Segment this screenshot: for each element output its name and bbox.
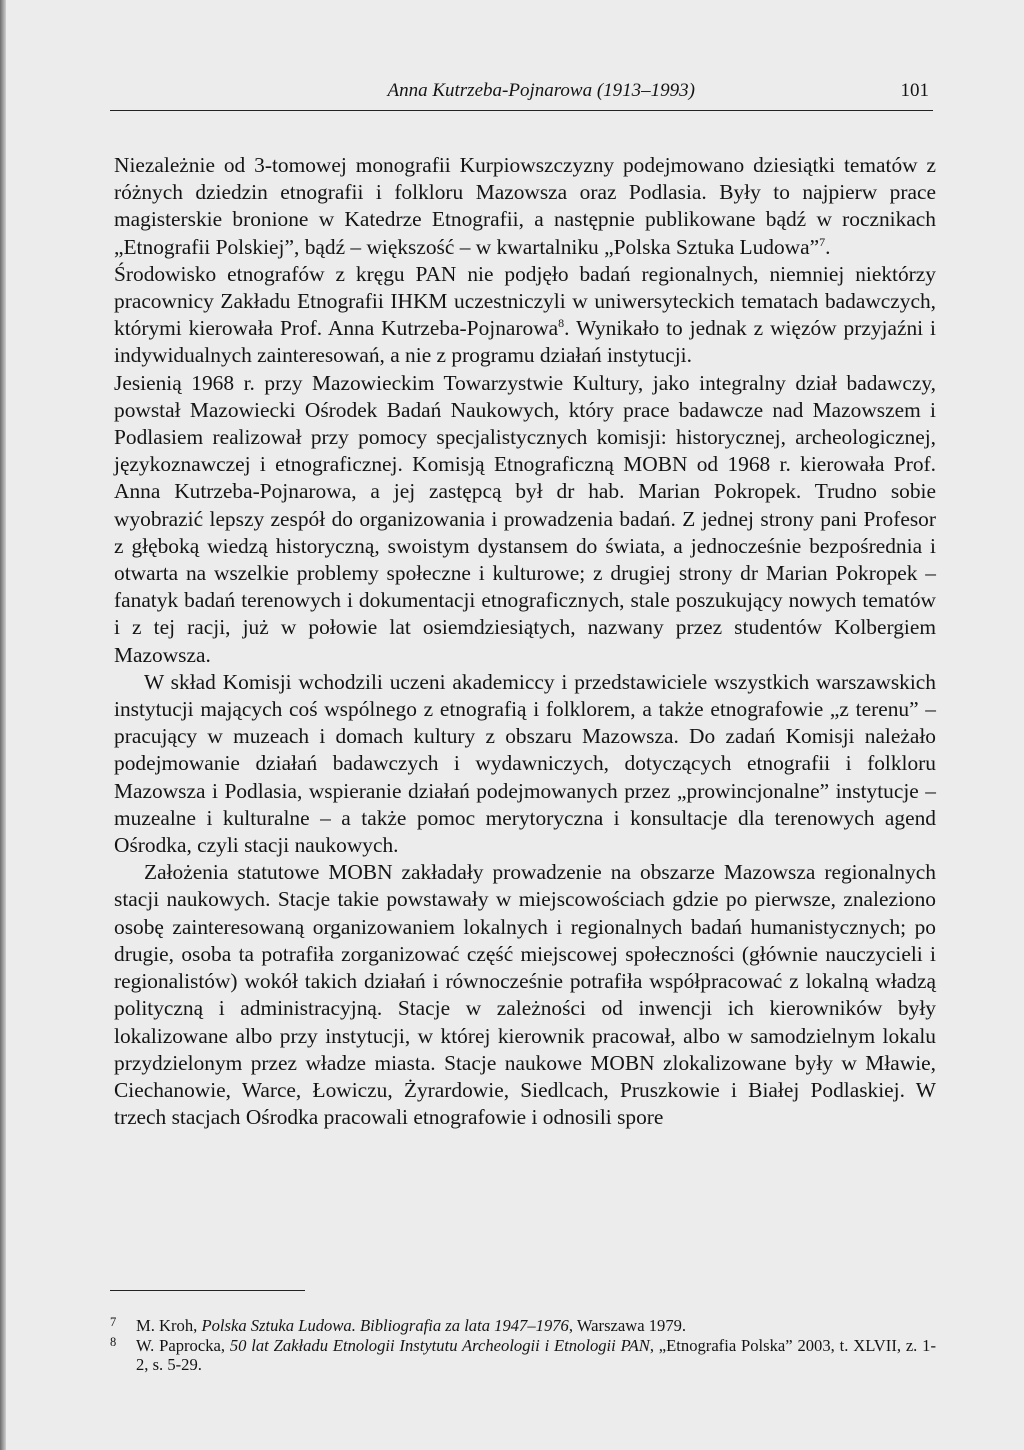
page-number: 101 [900, 80, 929, 101]
footnote-number: 8 [110, 1335, 117, 1349]
paragraph-5: Założenia statutowe MOBN zakładały prowadzenie na obszarze Mazowsza regionalnych stacji naukowych. Stacje takie powstawały w miejscowościach gdzie po pierwsze, znaleziono osobę zainteresowaną organizowaniem lokalnych i regionalnych badań humanistycznych; po drugie, osoba ta potrafiła zorganizować część miejscowej społeczności (głównie nauczycieli i regionalistów) wokół takich działań i równocześnie potrafiła współpracować z lokalną władzą polityczną i administracyjną. Stacje w zależności od inwencji ich kierowników były lokalizowane albo przy instytucji, w której kierownik pracował, albo w samodzielnym lokalu przydzielonym przez władze miasta. Stacje naukowe MOBN zlokalizowane były w Mławie, Ciechanowie, Warce, Łowiczu, Żyrardowie, Siedlcach, Pruszkowie i Białej Podlaskiej. W trzech stacjach Ośrodka pracowali etnografowie i odnosili spore [114, 860, 936, 1130]
footnote-title: Polska Sztuka Ludowa. Bibliografia za lata 1947–1976 [201, 1316, 569, 1335]
paragraph-2-end: . Wynikało to jednak z więzów przyjaźni i indywidualnych zainteresowań, a nie z programu działań instytucji. [114, 316, 936, 368]
footnotes [110, 1316, 936, 1375]
footnote-ref-7: 7 [819, 234, 826, 249]
footnote-8 [110, 1336, 936, 1374]
paragraph-2 [114, 261, 936, 370]
footnote-7 [110, 1316, 936, 1335]
footnote-author: W. Paprocka, [136, 1336, 230, 1355]
running-title: Anna Kutrzeba-Pojnarowa (1913–1993) [387, 80, 695, 101]
footnote-ref-8: 8 [558, 316, 565, 331]
page-edge-shadow [0, 0, 6, 1450]
paragraph-4: W skład Komisji wchodzili uczeni akademiccy i przedstawiciele wszystkich warszawskich instytucji mających coś wspólnego z etnografią i folklorem, a także etnografowie „z terenu” – pracujący w muzeach i domach kultury z obszaru Mazowsza. Do zadań Komisji należało podejmowanie działań badawczych i wydawniczych, dotyczących etnografii i folkloru Mazowsza i Podlasia, wspieranie działań podejmowanych przez „prowincjonalne” instytucje – muzealne i kulturalne – a także pomoc merytoryczna i konsultacje dla terenowych agend Ośrodka, czyli stacji naukowych. [114, 669, 936, 858]
paragraph-1 [114, 152, 936, 261]
paragraph-1-text: Niezależnie od 3-tomowej monografii Kurpiowszczyzny podejmowano dziesiątki tematów z różnych dziedzin etnografii i folkloru Mazowsza oraz Podlasia. Były to najpierw prace magisterskie bronione w Katedrze Etnografii, a następnie publikowane bądź w rocznikach „Etnografii Polskiej”, bądź – większość – w kwartalniku „Polska Sztuka Ludowa” [114, 153, 936, 259]
body-text [114, 152, 936, 1131]
paragraph-1-end: . [825, 234, 831, 259]
paragraph-2-text: Środowisko etnografów z kręgu PAN nie podjęło badań regionalnych, niemniej niektórzy pracownicy Zakładu Etnografii IHKM uczestniczyli w uniwersyteckich tematach badawczych, którymi kierowała Prof. Anna Kutrzeba-Pojnarowa [114, 261, 936, 341]
paragraph-3: Jesienią 1968 r. przy Mazowieckim Towarzystwie Kultury, jako integralny dział badawczy, powstał Mazowiecki Ośrodek Badań Naukowych, który prace badawcze nad Mazowszem i Podlasiem realizował przy pomocy specjalistycznych komisji: historycznej, archeologicznej, językoznawczej i etnograficznej. Komisją Etnograficzną MOBN od 1968 r. kierowała Prof. Anna Kutrzeba-Pojnarowa, a jej zastępcą był dr hab. Marian Pokropek. Trudno sobie wyobrazić lepszy zespół do organizowania i prowadzenia badań. Z jednej strony pani Profesor z głęboką wiedzą historyczną, swoistym dystansem do świata, a jednocześnie bezpośrednia i otwarta na wszelkie problemy społeczne i kulturowe; z drugiej strony dr Marian Pokropek – fanatyk badań terenowych i dokumentacji etnograficznych, stale poszukujący nowych tematów i z tej racji, już w połowie lat osiemdziesiątych, nazwany przez studentów Kolbergiem Mazowsza. [114, 370, 936, 667]
footnote-title: 50 lat Zakładu Etnologii Instytutu Archeologii i Etnologii PAN [229, 1336, 650, 1355]
footnote-author: M. Kroh, [136, 1316, 202, 1335]
footnote-separator [110, 1290, 305, 1291]
footnote-number: 7 [110, 1315, 117, 1329]
footnote-tail: , „Etnografia Polska” 2003, t. XLVII, z. 1-2, s. 5-29. [136, 1336, 936, 1374]
running-header [110, 76, 933, 111]
footnote-tail: , Warszawa 1979. [568, 1316, 687, 1335]
